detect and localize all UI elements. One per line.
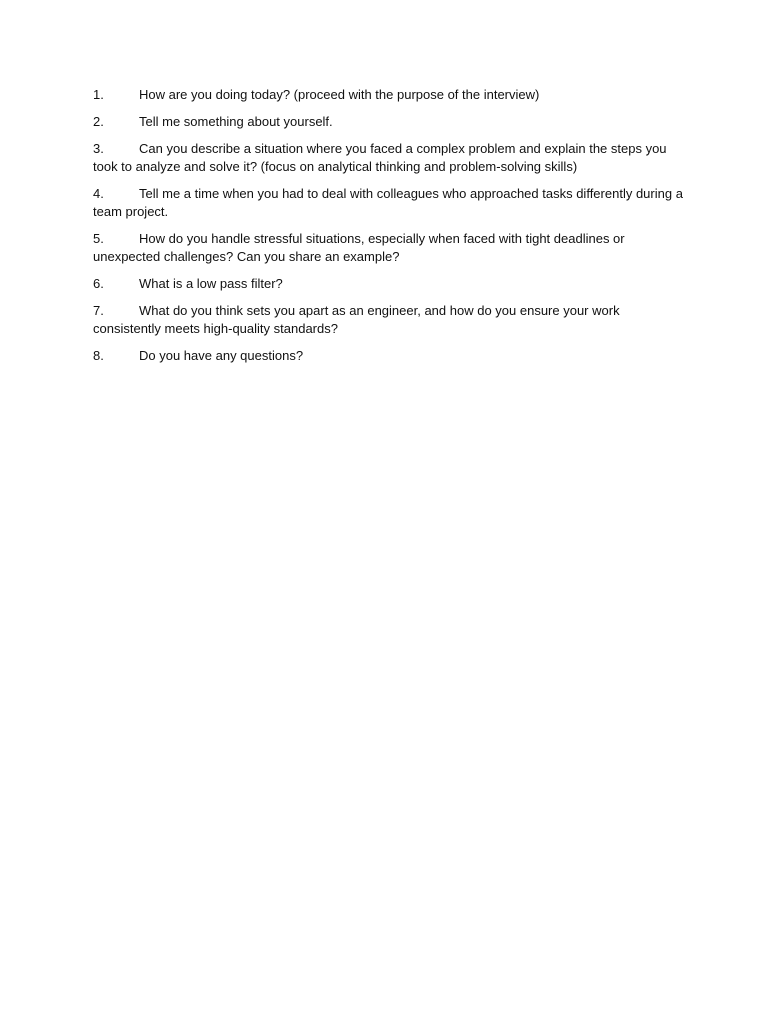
question-number: 4.: [93, 186, 104, 202]
question-item: [93, 347, 683, 365]
question-number: 7.: [93, 302, 104, 318]
question-item: [93, 185, 683, 220]
question-text: Can you describe a situation where you faced a complex problem and explain the steps you took to analyze and solve it? (focus on analytical thinking and problem-solving skills): [93, 141, 667, 174]
question-text: Tell me a time when you had to deal with colleagues who approached tasks differently during a team project.: [93, 186, 683, 219]
question-number: 3.: [93, 141, 104, 157]
question-item: [93, 230, 683, 265]
question-item: [93, 86, 683, 104]
question-text: Tell me something about yourself.: [139, 114, 333, 130]
question-number: 6.: [93, 275, 104, 291]
question-item: [93, 275, 683, 293]
question-item: [93, 113, 683, 131]
question-number: 1.: [93, 87, 104, 102]
question-text: What do you think sets you apart as an engineer, and how do you ensure your work consistently meets high-quality standards?: [93, 302, 620, 336]
question-text: What is a low pass filter?: [139, 275, 283, 291]
question-text: Do you have any questions?: [139, 347, 304, 363]
question-text: How do you handle stressful situations, especially when faced with tight deadlines or unexpected challenges? Can you share an example?: [93, 230, 625, 264]
question-list: [93, 86, 683, 374]
question-number: 8.: [93, 347, 104, 363]
question-item: [93, 302, 683, 337]
question-item: [93, 140, 683, 175]
question-text: How are you doing today? (proceed with the purpose of the interview): [139, 87, 540, 102]
question-number: 2.: [93, 114, 104, 130]
question-number: 5.: [93, 230, 104, 246]
